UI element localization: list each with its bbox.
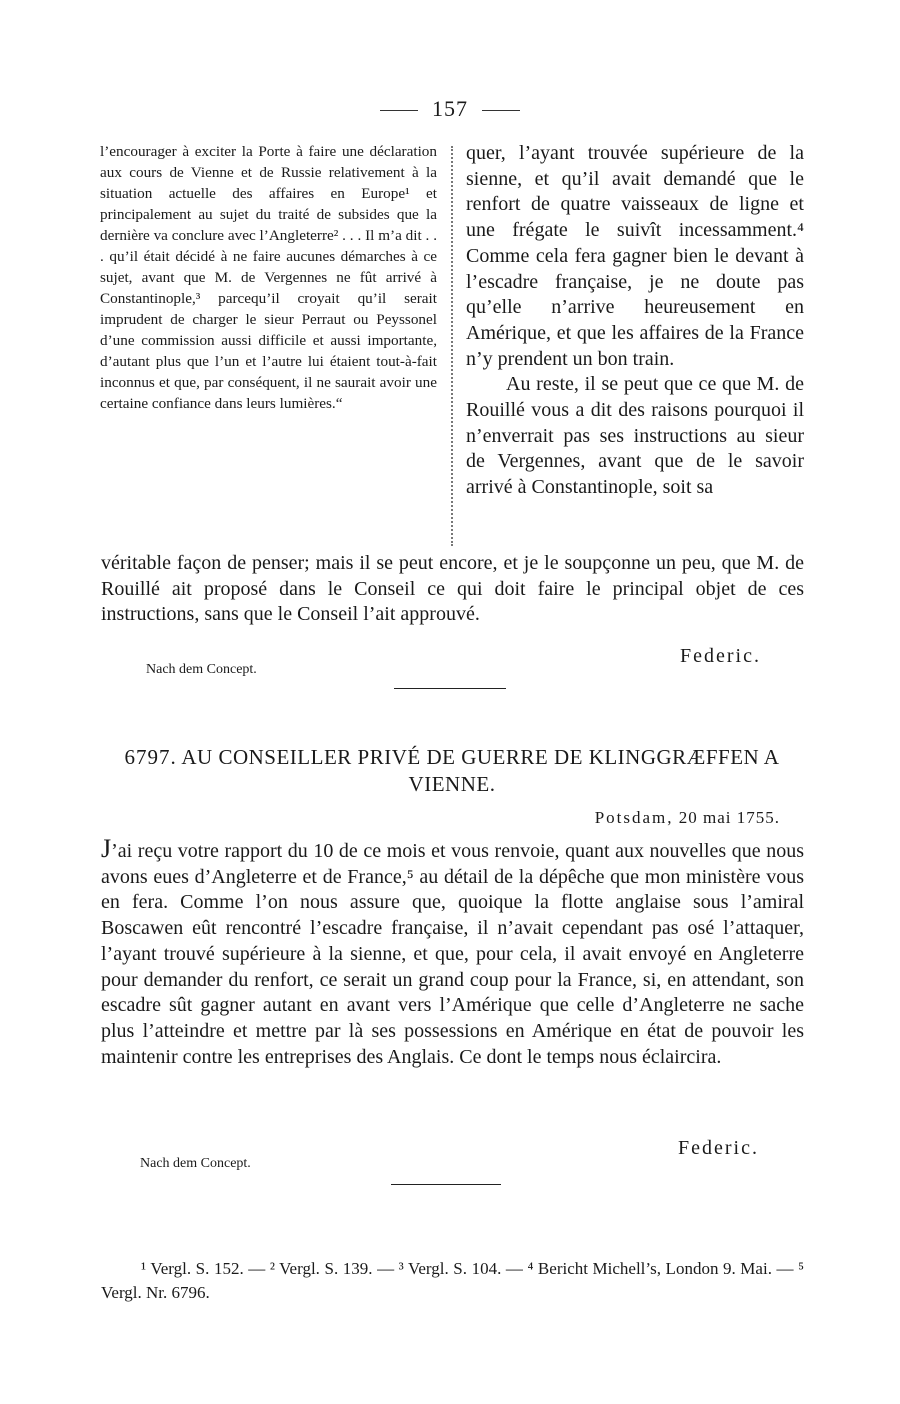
right-column	[466, 141, 804, 501]
continuation-paragraph	[101, 551, 804, 628]
section-rule-1	[394, 688, 506, 689]
page-number	[0, 96, 900, 122]
section-rule-2	[391, 1184, 501, 1185]
continuation-text: véritable façon de penser; mais il se peut encore, et je le soupçonne un peu, que M. de Rouillé ait proposé dans le Conseil ce qui doit faire le principal objet de ces instructions, sans que le Conseil l’ait approuvé.	[101, 552, 804, 626]
letter-2-body	[101, 836, 804, 1070]
left-column-quote	[100, 141, 437, 414]
letter-1-signature: Federic.	[680, 645, 761, 667]
right-column-paragraph-1: quer, l’ayant trouvée supérieure de la sienne, et qu’il avait demandé que le renfort de quatre vaisseaux de ligne et une frégate le suivît incessamment.⁴ Comme cela fera gagner bien le devant à l’escadre française, je ne doute pas qu’elle n’arrive heureusement en Amérique, et que les affaires de la France n’y prendent un bon train.	[466, 142, 804, 370]
footnotes-text: ¹ Vergl. S. 152. — ² Vergl. S. 139. — ³ Vergl. S. 104. — ⁴ Bericht Michell’s, London 9. Mai. — ⁵ Vergl. Nr. 6796.	[101, 1259, 804, 1302]
letter-2-source-note: Nach dem Concept.	[140, 1156, 251, 1171]
page-number-value: 157	[432, 96, 468, 121]
page-number-dash-right	[482, 110, 520, 111]
letter-2-heading	[100, 744, 804, 798]
left-column-text: l’encourager à exciter la Porte à faire une déclaration aux cours de Vienne et de Russie relativement à la situation actuelle des affaires en Europe¹ et principalement au sujet du traité de subsides que la dernière va conclure avec l’Angleterre² . . . Il m’a dit . . . qu’il était décidé à ne faire aucunes démarches à ce sujet, avant que M. de Vergennes ne fût arrivé à Constantinople,³ parcequ’il croyait qu’il serait imprudent de charger le sieur Perraut ou Peyssonel d’une commission aussi difficile et aussi importante, d’autant plus que l’un et l’autre lui étaient tout-à-fait inconnus et que, par conséquent, il ne saurait avoir une certaine confiance dans leurs lumières.“	[100, 143, 437, 412]
letter-2-drop-letter: J	[101, 834, 112, 863]
letter-2-title: AU CONSEILLER PRIVÉ DE GUERRE DE KLINGGRÆFFEN A VIENNE.	[181, 745, 780, 796]
footnotes	[101, 1257, 804, 1305]
letter-2-body-text: ’ai reçu votre rapport du 10 de ce mois et vous renvoie, quant aux nouvelles que nous avons eues d’Angleterre et de France,⁵ au détail de la dépêche que mon ministère vous en fera. Comme l’on nous assure que, quoique la flotte anglaise sous l’amiral Boscawen eût rencontré l’escadre française, il n’avait cependant pas osé l’attaquer, l’ayant trouvé supérieure à la sienne, et que, pour cela, il avait envoyé en Angleterre pour demander du renfort, ce serait un grand coup pour la France, si, en attendant, son escadre sût gagner autant en avant vers l’Amérique que celle d’Angleterre ne sache plus l’atteindre et mettre par là ses possessions en Amérique en état de pouvoir les maintenir contre les entreprises des Anglais. Ce dont le temps nous éclaircira.	[101, 840, 804, 1068]
letter-2-signature: Federic.	[678, 1137, 759, 1159]
letter-2-number: 6797.	[124, 745, 177, 769]
letter-1-source-note: Nach dem Concept.	[146, 662, 257, 677]
letter-2-place: Potsdam,	[594, 808, 674, 827]
letter-2-date: 20 mai 1755.	[678, 808, 780, 827]
right-column-paragraph-2: Au reste, il se peut que ce que M. de Rouillé vous a dit des raisons pourquoi il n’enverrait pas ses instructions au sieur de Vergennes, avant que de le savoir arrivé à Constantinople, soit sa	[466, 373, 804, 499]
letter-2-dateline	[595, 808, 780, 828]
column-divider	[451, 146, 453, 546]
page-number-dash-left	[380, 110, 418, 111]
